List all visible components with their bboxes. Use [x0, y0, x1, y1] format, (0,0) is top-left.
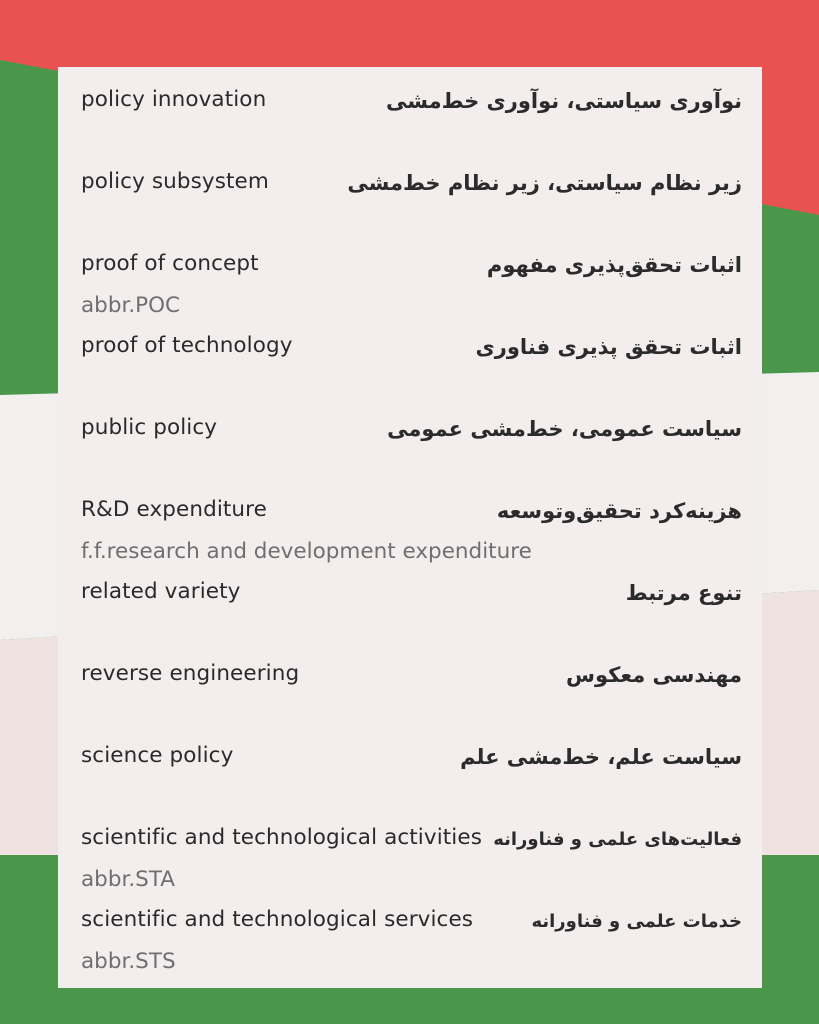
english-term: policy subsystem	[81, 169, 269, 194]
glossary-entry	[58, 149, 762, 231]
english-term: science policy	[81, 743, 234, 768]
english-term: related variety	[81, 579, 241, 604]
persian-term: تنوع مرتبط	[625, 581, 742, 605]
glossary-card	[58, 67, 762, 988]
glossary-entry	[58, 723, 762, 805]
english-term: proof of technology	[81, 333, 293, 358]
abbreviation-note: abbr.POC	[81, 293, 181, 318]
glossary-entry	[58, 231, 762, 318]
persian-term: فعالیت‌های علمی و فناورانه	[493, 829, 742, 850]
english-term: scientific and technological services	[81, 907, 474, 932]
persian-term: اثبات تحقق پذیری فناوری	[475, 335, 742, 359]
persian-term: سیاست عمومی، خط‌مشی عمومی	[387, 417, 742, 441]
glossary-entry	[58, 67, 762, 149]
glossary-entry	[58, 887, 762, 974]
persian-term: هزینه‌کرد تحقیق‌وتوسعه	[496, 499, 742, 523]
persian-term: مهندسی معکوس	[566, 663, 742, 687]
glossary-entry	[58, 805, 762, 892]
glossary-entry	[58, 559, 762, 641]
glossary-entry	[58, 641, 762, 723]
glossary-entry	[58, 395, 762, 477]
persian-term: اثبات تحقق‌پذیری مفهوم	[486, 253, 742, 277]
persian-term: سیاست علم، خط‌مشی علم	[460, 745, 742, 769]
abbreviation-note: abbr.STS	[81, 949, 176, 974]
english-term: R&D expenditure	[81, 497, 267, 522]
english-term: public policy	[81, 415, 218, 440]
persian-term: خدمات علمی و فناورانه	[531, 911, 742, 932]
glossary-entry	[58, 313, 762, 395]
persian-term: زیر نظام سیاستی، زیر نظام خط‌مشی	[347, 171, 742, 195]
glossary-entry	[58, 477, 762, 564]
english-term: policy innovation	[81, 87, 267, 112]
persian-term: نوآوری سیاستی، نوآوری خط‌مشی	[385, 89, 742, 113]
abbreviation-note: abbr.STA	[81, 867, 175, 892]
full-form-note: f.f.research and development expenditure	[81, 539, 532, 564]
english-term: reverse engineering	[81, 661, 300, 686]
english-term: scientific and technological activities	[81, 825, 482, 850]
english-term: proof of concept	[81, 251, 259, 276]
